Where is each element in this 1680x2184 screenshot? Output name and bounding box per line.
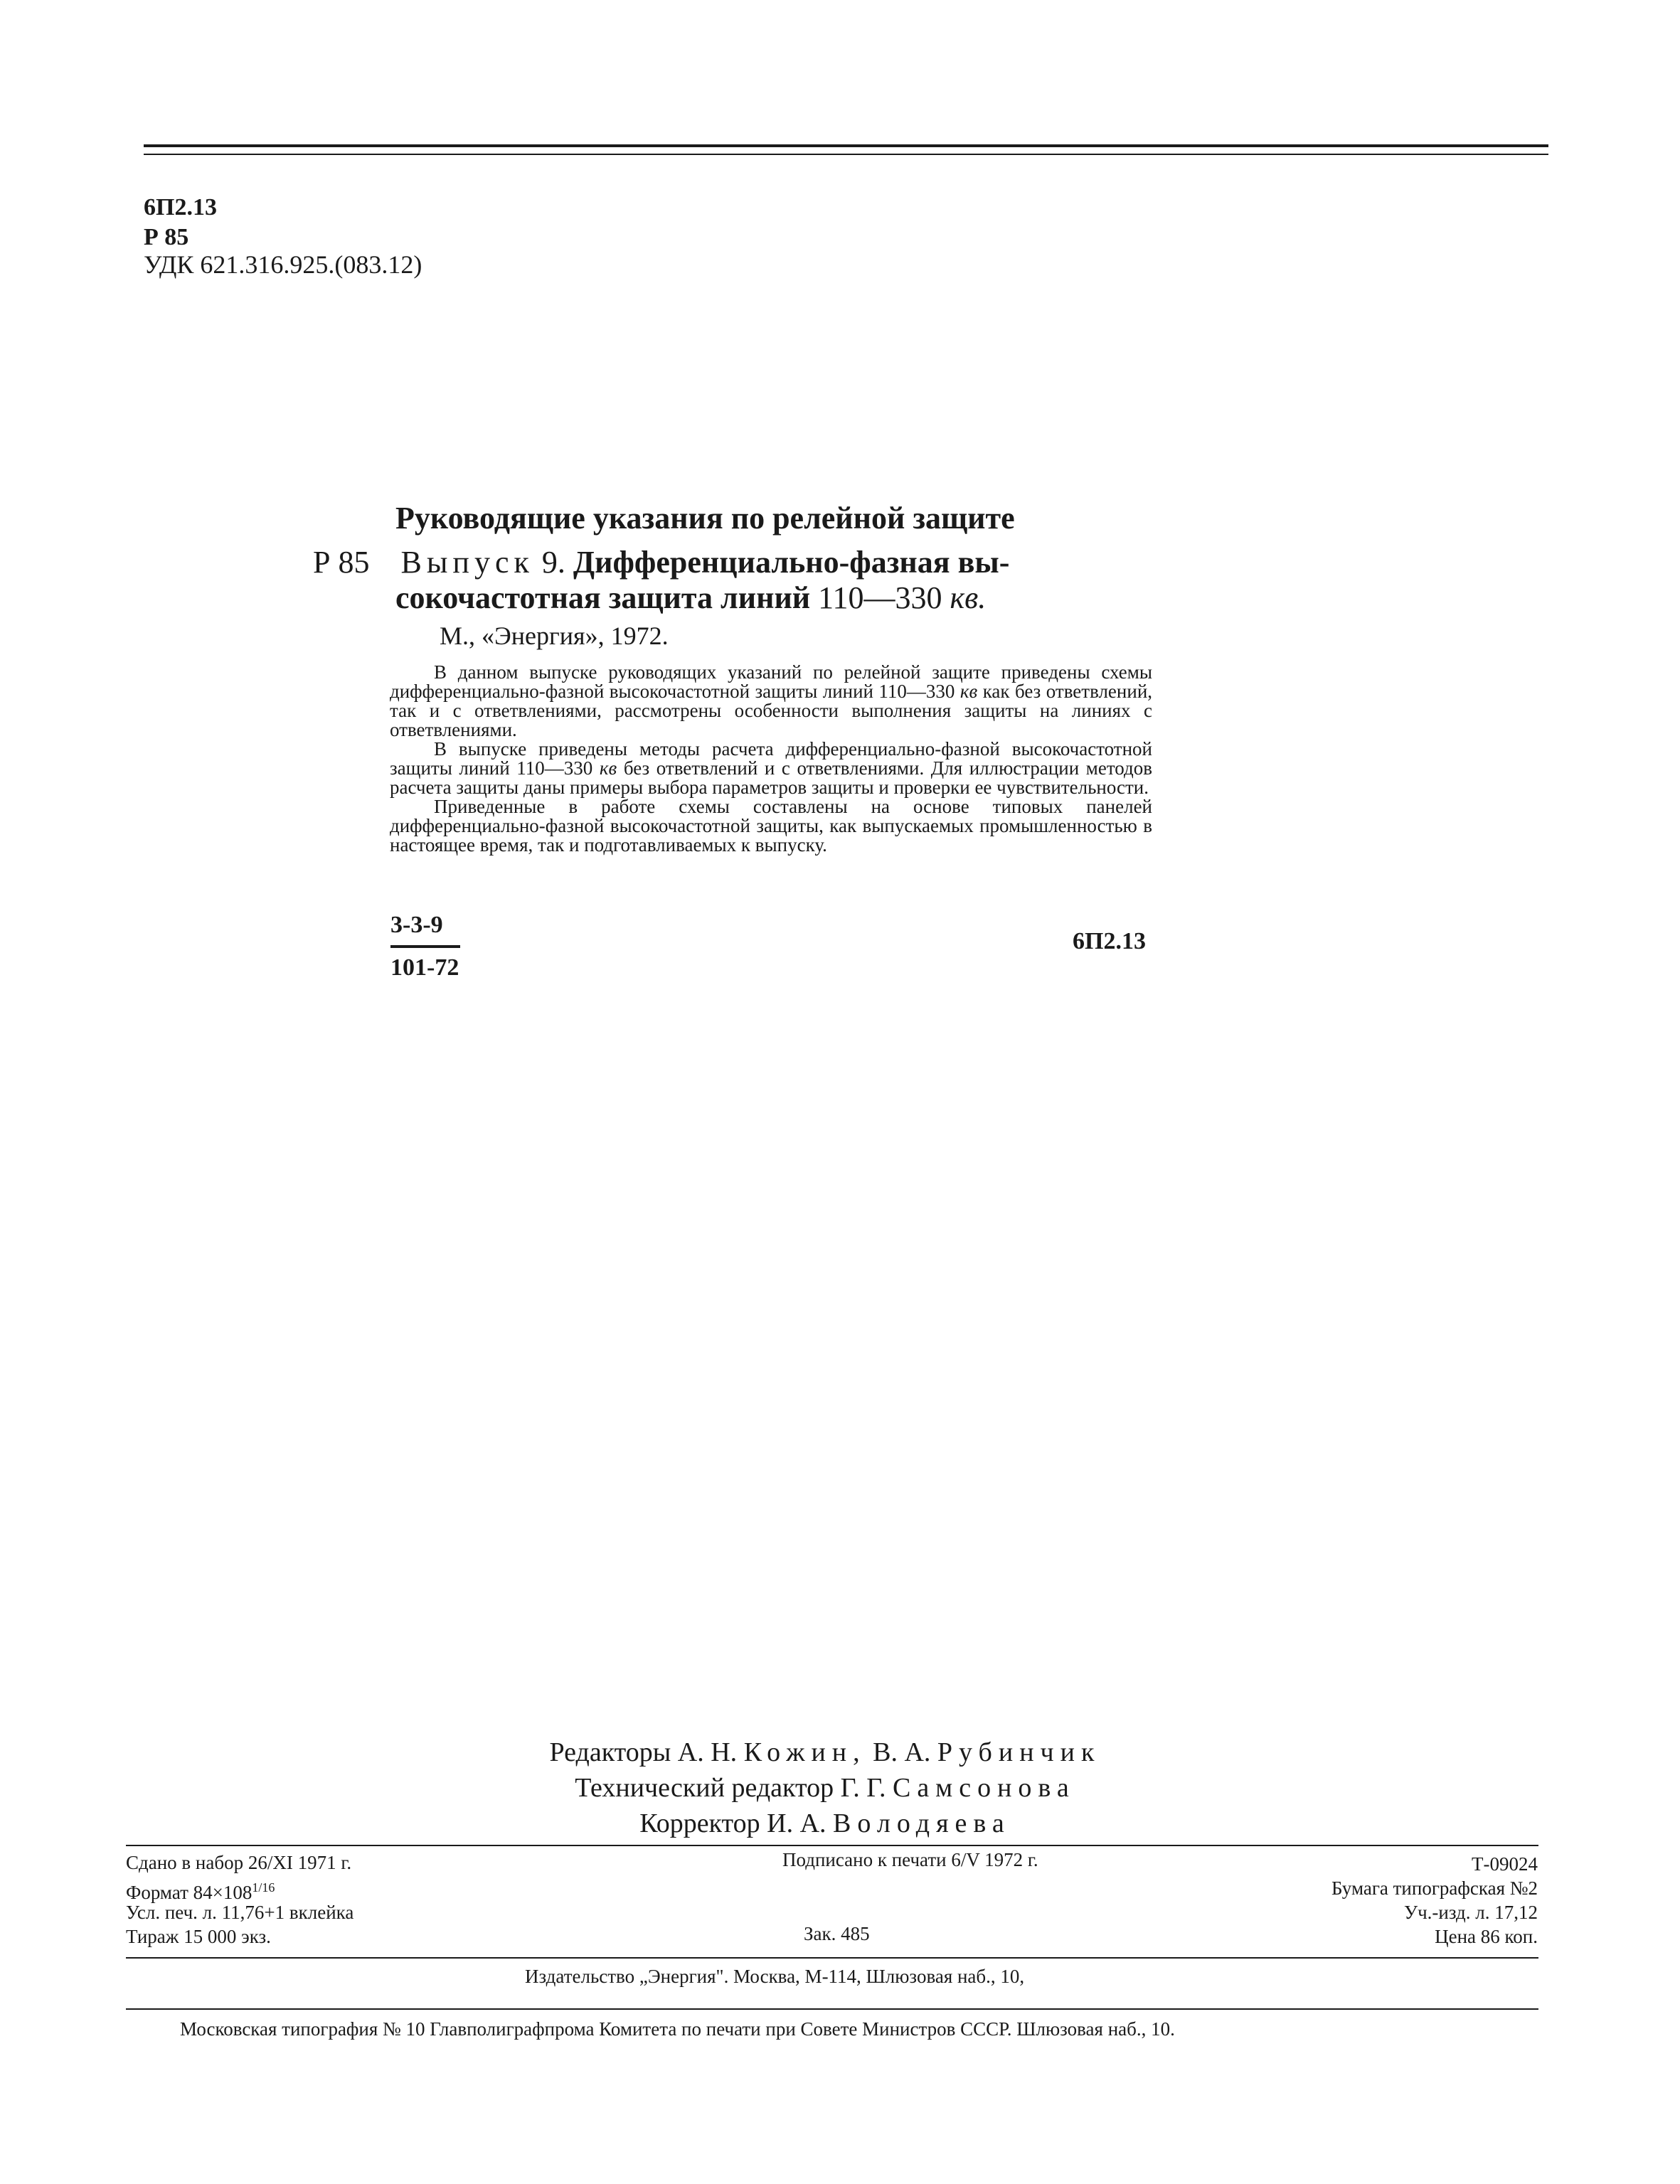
top-rule-thin	[144, 154, 1548, 155]
fraction-numerator: 3-3-9	[390, 912, 443, 938]
issue-number: 9.	[541, 545, 565, 580]
editor2-surname: Рубинчик	[937, 1737, 1101, 1767]
imprint-middle-rule	[126, 1957, 1538, 1959]
tech-editor-surname: Самсонова	[892, 1773, 1075, 1803]
editors-line: Редакторы А. Н. Кожин, В. А. Рубинчик	[549, 1737, 1101, 1767]
license-number: Т-09024	[1472, 1853, 1538, 1875]
imprint-bottom-rule	[126, 2008, 1538, 2010]
abstract-paragraph-1: В данном выпуске руководящих указаний по релейной защите приведены схемы дифференциально-фазной высокочастотной защиты линий 110—330 кв как без ответвлений, так и с ответвлениями, рассмотрены особенности выполнения защиты на линиях с ответвлениями.	[390, 661, 1153, 740]
fraction-bar	[390, 945, 460, 948]
fraction-denominator: 101-72	[390, 954, 459, 981]
print-sheets: Усл. печ. л. 11,76+1 вклейка	[126, 1902, 354, 1923]
imprint-top-rule	[126, 1845, 1538, 1846]
subtitle-line2: сокочастотная защита линий	[395, 580, 811, 615]
corrector-surname: Володяева	[833, 1809, 1011, 1838]
fraction-class-code: 6П2.13	[1073, 928, 1146, 954]
subtitle-line1: Дифференциально-фазная вы-	[573, 545, 1010, 580]
price: Цена 86 коп.	[1435, 1926, 1538, 1947]
printer-info: Московская типография № 10 Главполиграфпрома Комитета по печати при Совете Министров СССР. Шлюзовая наб., 10.	[180, 2018, 1175, 2040]
voltage-unit: кв.	[950, 580, 987, 615]
title-catalog-code: Р 85	[313, 545, 370, 580]
publisher-line: М., «Энергия», 1972.	[440, 622, 669, 650]
top-rule-thick	[144, 144, 1548, 147]
classification-code: 6П2.13	[144, 194, 217, 220]
abstract	[390, 663, 1152, 855]
voltage-range: 110—330	[818, 580, 942, 615]
subtitle-line2-row	[395, 579, 986, 617]
abstract-paragraph-3: Приведенные в работе схемы составлены на основе типовых панелей дифференциально-фазной высокочастотной защиты, как выпускаемых промышленностью в настоящее время, так и подготавливаемых к выпуску.	[390, 796, 1152, 856]
udk-code: УДК 621.316.925.(083.12)	[144, 250, 422, 279]
submitted-date: Сдано в набор 26/XI 1971 г.	[126, 1852, 352, 1873]
signed-date: Подписано к печати 6/V 1972 г.	[782, 1849, 1038, 1870]
issue-label: Выпуск	[400, 545, 534, 580]
paper-type: Бумага типографская №2	[1331, 1877, 1538, 1899]
main-title: Руководящие указания по релейной защите	[395, 501, 1015, 536]
corrector-line: Корректор И. А. Володяева	[639, 1809, 1011, 1838]
format: Формат $84\times 108^{1/16}$	[126, 1880, 275, 1903]
tech-editor-line: Технический редактор Г. Г. Самсонова	[575, 1773, 1075, 1803]
editor1-surname: Кожин,	[743, 1737, 866, 1767]
order-number: Зак. 485	[804, 1923, 870, 1944]
publishing-sheets: Уч.-изд. л. 17,12	[1403, 1902, 1538, 1923]
circulation: Тираж 15 000 экз.	[126, 1926, 271, 1947]
abstract-paragraph-2: В выпуске приведены методы расчета дифференциально-фазной высокочастотной защиты линий 110—330 кв без ответвлений и с ответвлениями. Для иллюстрации методов расчета защиты даны примеры выбора параметров защиты и проверки ее чувствительности.	[390, 738, 1153, 798]
issue-line	[313, 543, 1009, 582]
catalog-code: Р 85	[144, 224, 189, 250]
publisher-address: Издательство „Энергия". Москва, М-114, Шлюзовая наб., 10,	[525, 1966, 1025, 1987]
